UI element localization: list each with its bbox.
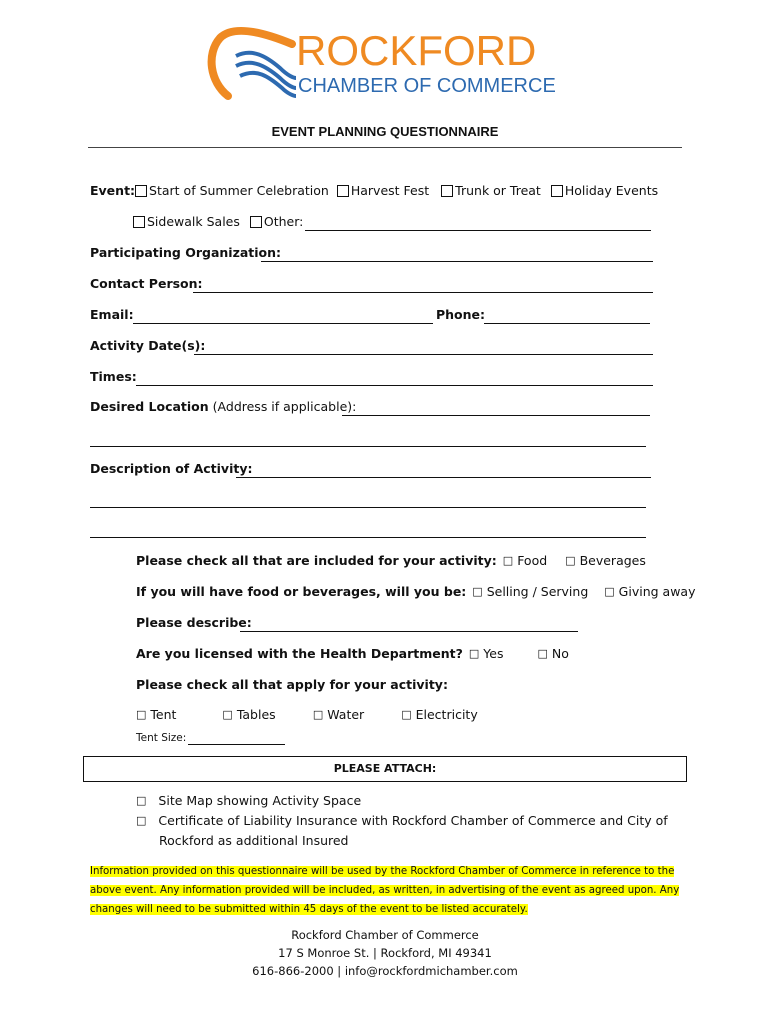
giving-away-checkbox[interactable]: □	[604, 585, 615, 598]
participating-org-input[interactable]	[261, 261, 653, 262]
electricity-option: Electricity	[415, 707, 478, 722]
food-bev-row	[136, 584, 695, 600]
footer-org: Rockford Chamber of Commerce	[291, 928, 479, 942]
option-start-of-summer: Start of Summer Celebration	[149, 183, 329, 198]
description-input[interactable]	[236, 477, 651, 478]
notice-line-3: changes will need to be submitted within 45 days of the event to be listed accurately.	[90, 904, 528, 915]
yes-option: Yes	[483, 646, 504, 661]
notice-line-2: above event. Any information provided will be included, as written, in advertising of the event as agreed upon. Any	[90, 885, 680, 896]
tent-checkbox[interactable]: □	[136, 708, 147, 721]
site-map-checkbox[interactable]: □	[136, 794, 147, 807]
email-input[interactable]	[133, 323, 433, 324]
water-checkbox[interactable]: □	[312, 708, 324, 721]
electricity-checkbox[interactable]: □	[401, 708, 412, 721]
event-label: Event:	[90, 183, 136, 198]
included-row	[136, 553, 646, 569]
tent-size-label: Tent Size:	[136, 732, 187, 744]
no-option: No	[551, 646, 569, 661]
event-row-2	[133, 214, 303, 230]
yes-checkbox[interactable]: □	[468, 647, 480, 660]
tent-option: Tent	[150, 707, 177, 722]
checkbox-sidewalk-sales[interactable]	[133, 216, 145, 228]
licensed-question: Are you licensed with the Health Department?	[136, 646, 463, 661]
beverages-checkbox[interactable]: □	[565, 554, 576, 567]
footer-contact: 616-866-2000 | info@rockfordmichamber.com	[252, 964, 518, 978]
tables-checkbox[interactable]: □	[222, 708, 233, 721]
activity-dates-label: Activity Date(s):	[90, 338, 206, 353]
tent-size-input[interactable]	[188, 744, 285, 745]
times-label: Times:	[90, 369, 137, 384]
checkbox-harvest-fest[interactable]	[337, 185, 349, 197]
attach-header-label: PLEASE ATTACH:	[333, 762, 437, 775]
checkbox-holiday-events[interactable]	[551, 185, 563, 197]
apply-options-row	[136, 707, 478, 723]
beverages-option: Beverages	[579, 553, 646, 568]
site-map-text: Site Map showing Activity Space	[158, 793, 362, 808]
food-bev-question: If you will have food or beverages, will you be:	[136, 584, 467, 599]
insurance-checkbox[interactable]: □	[136, 814, 147, 827]
phone-input[interactable]	[484, 323, 650, 324]
insurance-text: Certificate of Liability Insurance with Rockford Chamber of Commerce and City of	[158, 813, 668, 828]
giving-away-option: Giving away	[618, 584, 696, 599]
apply-question: Please check all that apply for your activity:	[136, 677, 448, 692]
description-input-3[interactable]	[90, 537, 646, 538]
contact-person-input[interactable]	[193, 292, 653, 293]
food-checkbox[interactable]: □	[502, 554, 514, 567]
option-harvest-fest: Harvest Fest	[350, 183, 430, 198]
times-input[interactable]	[136, 385, 653, 386]
checkbox-start-of-summer[interactable]	[135, 185, 147, 197]
other-input[interactable]	[305, 230, 651, 231]
activity-dates-input[interactable]	[194, 354, 653, 355]
insurance-text-cont: Rockford as additional Insured	[159, 833, 349, 848]
notice-line-1: Information provided on this questionnaire will be used by the Rockford Chamber of Commerce in reference to the	[90, 866, 675, 877]
participating-org-label: Participating Organization:	[90, 245, 282, 260]
notice	[90, 862, 686, 919]
water-option: Water	[327, 707, 365, 722]
wave-logo-icon	[200, 26, 296, 106]
option-holiday-events: Holiday Events	[564, 183, 659, 198]
checkbox-trunk-or-treat[interactable]	[441, 185, 453, 197]
attach-item-1	[136, 793, 361, 809]
option-other: Other:	[263, 214, 304, 229]
desired-location-row	[90, 399, 356, 415]
contact-person-label: Contact Person:	[90, 276, 203, 291]
tables-option: Tables	[236, 707, 276, 722]
describe-label: Please describe:	[136, 615, 252, 630]
selling-option: Selling / Serving	[486, 584, 589, 599]
description-input-2[interactable]	[90, 507, 646, 508]
food-option: Food	[517, 553, 548, 568]
included-question: Please check all that are included for your activity:	[136, 553, 497, 568]
email-label: Email:	[90, 307, 134, 322]
desired-location-label: Desired Location	[90, 399, 209, 414]
describe-input[interactable]	[240, 631, 578, 632]
event-row-1	[90, 183, 658, 199]
desired-location-input-2[interactable]	[90, 446, 646, 447]
option-trunk-or-treat: Trunk or Treat	[455, 183, 541, 198]
description-label: Description of Activity:	[90, 461, 253, 476]
page-title: EVENT PLANNING QUESTIONNAIRE	[271, 124, 499, 139]
option-sidewalk-sales: Sidewalk Sales	[147, 214, 240, 229]
desired-location-input[interactable]	[342, 415, 650, 416]
desired-location-note: (Address if applicable):	[212, 399, 357, 414]
checkbox-other[interactable]	[250, 216, 262, 228]
phone-label: Phone:	[436, 307, 486, 322]
logo-subtitle: CHAMBER OF COMMERCE	[298, 75, 556, 97]
no-checkbox[interactable]: □	[537, 647, 548, 660]
selling-checkbox[interactable]: □	[472, 585, 483, 598]
rockford-logo	[200, 26, 580, 106]
logo-name: ROCKFORD	[296, 27, 537, 74]
licensed-row	[136, 646, 569, 662]
attach-item-2	[136, 813, 668, 829]
title-divider	[88, 147, 682, 148]
footer-address: 17 S Monroe St. | Rockford, MI 49341	[278, 946, 492, 960]
